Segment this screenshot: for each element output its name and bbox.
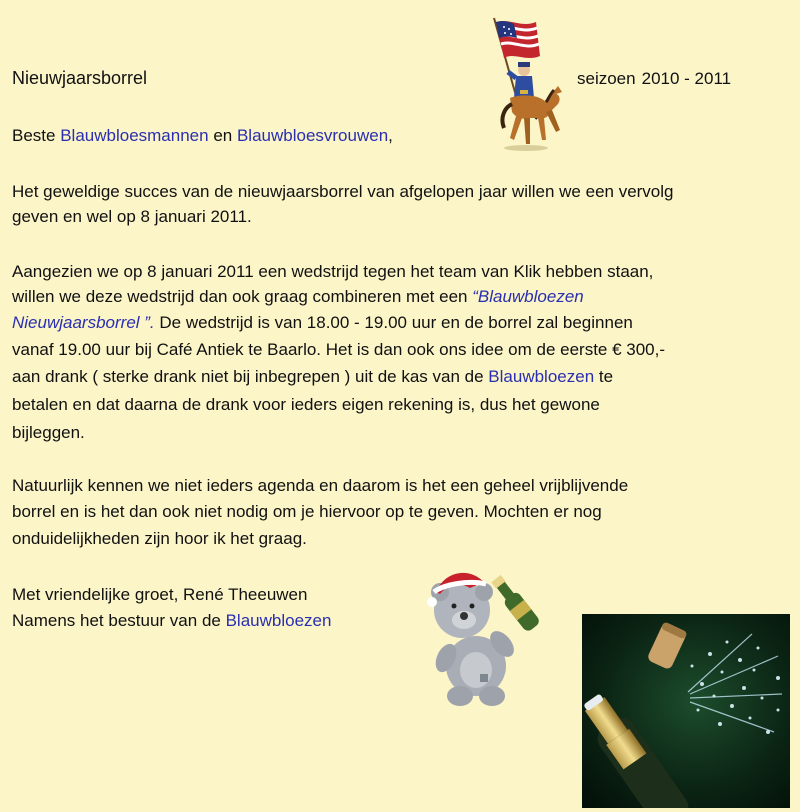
- event-name-quote-start: “Blauwbloezen: [472, 287, 584, 306]
- closing-line-2: Namens het bestuur van de Blauwbloezen: [12, 611, 332, 630]
- paragraph-2-line-2: willen we deze wedstrijd dan ook graag combineren met een “Blauwbloezen: [12, 287, 584, 306]
- flag-bearer-illustration: [480, 14, 572, 156]
- season-label: [577, 69, 731, 89]
- paragraph-2-line-1: Aangezien we op 8 januari 2011 een wedstrijd tegen het team van Klik hebben staan,: [12, 262, 654, 281]
- season-years: 2010 - 2011: [641, 69, 732, 88]
- champagne-photo: [582, 614, 790, 808]
- greeting-name-men: Blauwbloesmannen: [60, 126, 209, 145]
- greeting-line: Beste Blauwbloesmannen en Blauwbloesvrouwen,: [12, 126, 393, 145]
- greeting-name-women: Blauwbloesvrouwen: [236, 126, 389, 145]
- season-word: seizoen: [577, 69, 636, 88]
- paragraph-3-line-1: Natuurlijk kennen we niet ieders agenda en daarom is het een geheel vrijblijvende: [12, 476, 629, 495]
- paragraph-3-line-2: borrel en is het dan ook niet nodig om je hiervoor op te geven. Mochten er nog: [12, 502, 602, 521]
- club-name: Blauwbloezen: [488, 367, 595, 386]
- page-title: Nieuwjaarsborrel: [12, 68, 148, 88]
- paragraph-2-line-5: aan drank ( sterke drank niet bij inbegrepen ) uit de kas van de Blauwbloezen te: [12, 367, 614, 386]
- paragraph-1-line-2: geven en wel op 8 januari 2011.: [12, 207, 252, 226]
- paragraph-2-line-6: betalen en dat daarna de drank voor ieders eigen rekening is, dus het gewone: [12, 395, 600, 414]
- paragraph-2-line-4: vanaf 19.00 uur bij Café Antiek te Baarlo. Het is dan ook ons idee om de eerste € 300,-: [12, 340, 666, 359]
- paragraph-2-line-7: bijleggen.: [12, 423, 85, 442]
- event-name-quote-end: Nieuwjaarsborrel ”.: [12, 313, 155, 332]
- teddy-bear-illustration: [410, 562, 550, 710]
- club-name-signature: Blauwbloezen: [225, 611, 332, 630]
- closing-line-1: Met vriendelijke groet, René Theeuwen: [12, 585, 308, 604]
- paragraph-1-line-1: Het geweldige succes van de nieuwjaarsborrel van afgelopen jaar willen we een vervolg: [12, 182, 674, 201]
- paragraph-3-line-3: onduidelijkheden zijn hoor ik het graag.: [12, 529, 307, 548]
- paragraph-2-line-3: Nieuwjaarsborrel ”. De wedstrijd is van 18.00 - 19.00 uur en de borrel zal beginnen: [12, 313, 633, 332]
